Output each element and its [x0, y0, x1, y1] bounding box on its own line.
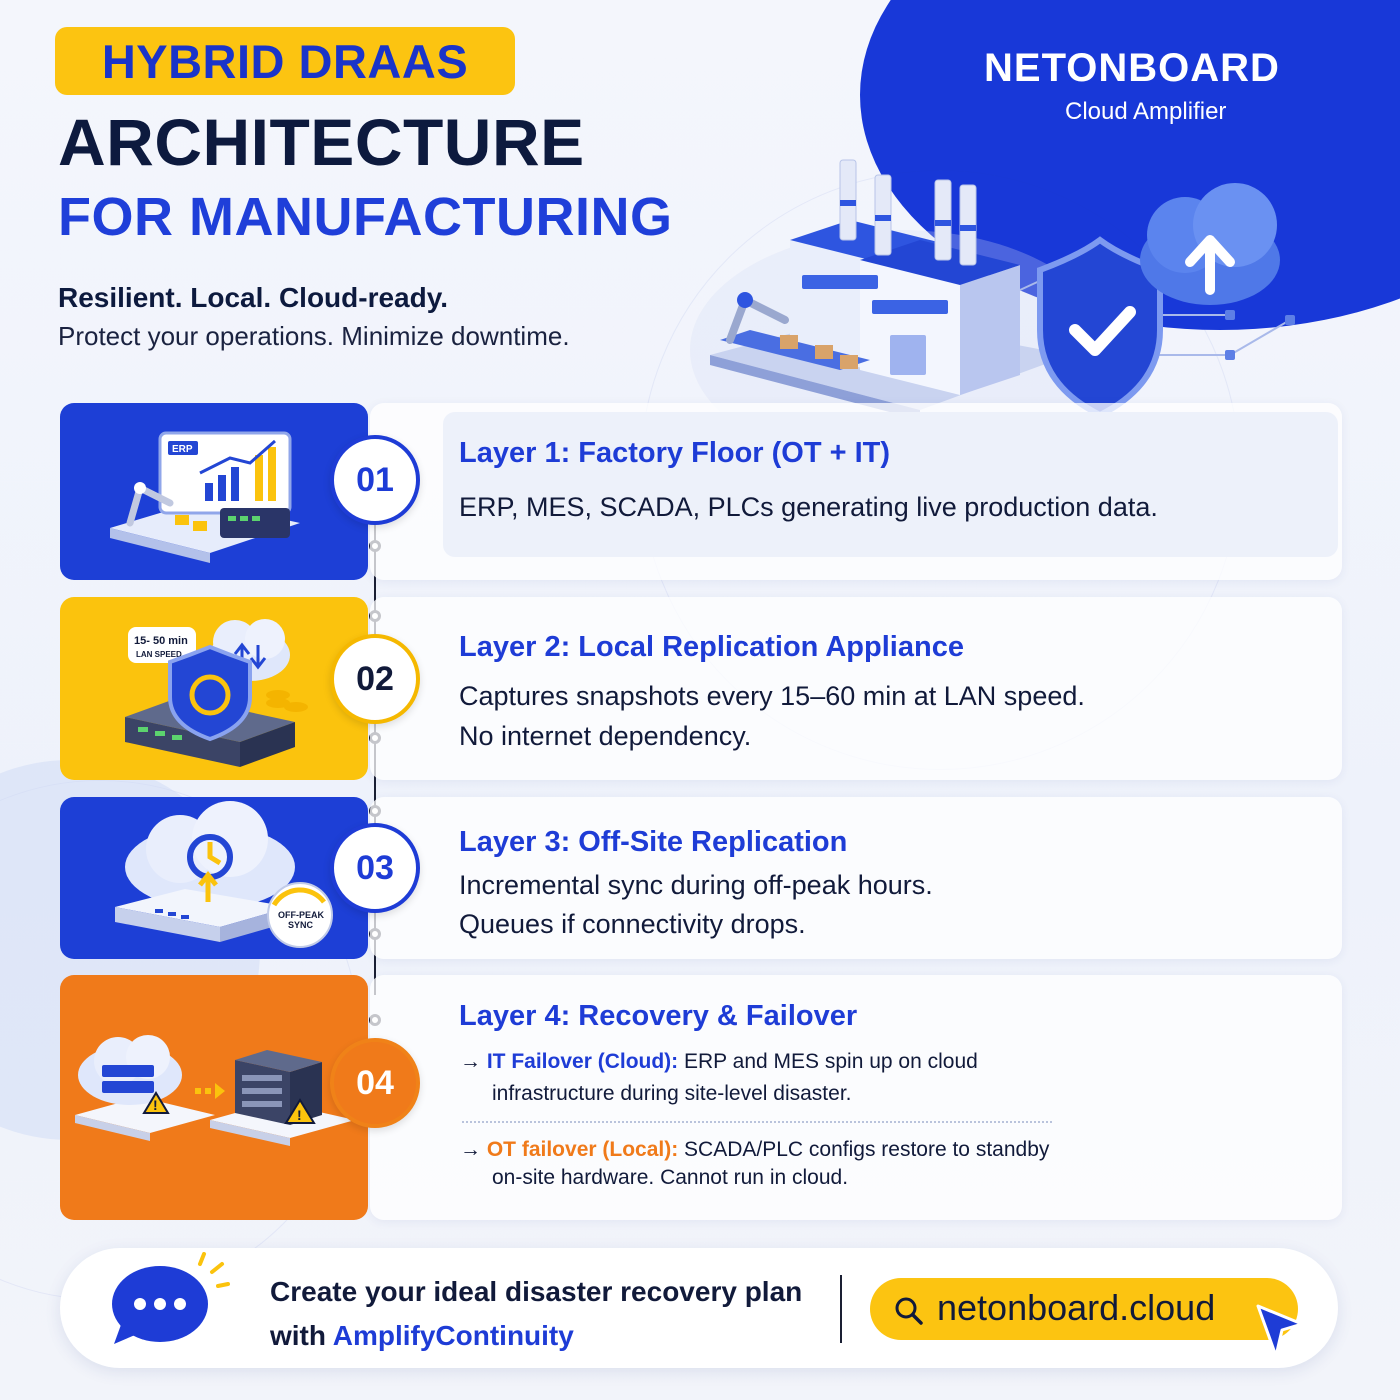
replication-appliance-icon [60, 597, 368, 780]
cta-separator [840, 1275, 842, 1343]
bullet-text-it: ERP and MES spin up on cloud [678, 1050, 978, 1073]
bullet-divider [462, 1121, 1052, 1123]
layer-number-2: 02 [330, 634, 420, 724]
layer-tile-4 [60, 975, 368, 1220]
subtitle: Protect your operations. Minimize downtime. [58, 321, 570, 351]
bullet-it-failover-line2: infrastructure during site-level disaster. [492, 1082, 852, 1105]
bullet-label-it: IT Failover (Cloud): [486, 1050, 679, 1073]
layer-number-3: 03 [330, 823, 420, 913]
layer-title-4: Layer 4: Recovery & Failover [459, 1000, 858, 1032]
bullet-ot-failover-line2: on-site hardware. Cannot run in cloud. [492, 1166, 849, 1189]
brand-tagline: Cloud Amplifier [1065, 98, 1227, 125]
svg-text:!: ! [297, 1107, 302, 1123]
layer-title-2: Layer 2: Local Replication Appliance [459, 631, 964, 663]
layer-desc-3-line1: Incremental sync during off-peak hours. [459, 870, 933, 900]
layer-tile-2 [60, 597, 368, 780]
badge-line2: LAN SPEED [136, 650, 182, 659]
badge-line1: OFF-PEAK [278, 910, 324, 920]
cta-line2-prefix: with [270, 1320, 333, 1351]
erp-dashboard-icon [60, 403, 368, 580]
page-title-line2: FOR MANUFACTURING [58, 187, 673, 247]
cta-line1: Create your ideal disaster recovery plan [270, 1276, 803, 1307]
layer-title-1: Layer 1: Factory Floor (OT + IT) [459, 437, 891, 469]
header-tag: HYBRID DRAAS [55, 27, 515, 95]
layer-card-1-inner [443, 412, 1338, 557]
factory-illustration [690, 140, 1320, 420]
layer-number-4: 04 [330, 1038, 420, 1128]
badge-line2: SYNC [288, 920, 314, 930]
failover-icon [60, 975, 368, 1220]
cta-line2 [270, 1314, 802, 1358]
layer-tile-3 [60, 797, 368, 959]
layer-desc-3-line2: Queues if connectivity drops. [459, 909, 806, 939]
svg-text:ERP: ERP [172, 444, 193, 455]
cloud-upload-icon [1140, 183, 1280, 305]
layer-number-1: 01 [330, 435, 420, 525]
badge-line1: 15- 50 min [134, 635, 188, 647]
arrow-icon: → [460, 1050, 481, 1073]
subtitle-bold: Resilient. Local. Cloud-ready. [58, 282, 449, 313]
layer-tile-1 [60, 403, 368, 580]
bullet-text-ot: SCADA/PLC configs restore to standby [678, 1138, 1050, 1161]
layer-desc-2-line1: Captures snapshots every 15–60 min at LAN speed. [459, 681, 1085, 711]
cursor-icon [1252, 1300, 1308, 1364]
layer-desc-1: ERP, MES, SCADA, PLCs generating live production data. [459, 492, 1158, 522]
svg-text:!: ! [153, 1097, 158, 1113]
search-icon [893, 1295, 925, 1327]
website-link[interactable]: netonboard.cloud [937, 1287, 1216, 1328]
layer-title-3: Layer 3: Off-Site Replication [459, 826, 848, 858]
layer-desc-2-line2: No internet dependency. [459, 721, 752, 751]
arrow-icon: → [460, 1138, 481, 1161]
cta-highlight: AmplifyContinuity [332, 1320, 574, 1351]
bullet-it-failover-line1 [460, 1046, 978, 1078]
cta-text [270, 1270, 802, 1358]
chat-bubble-icon [100, 1252, 240, 1362]
page-title-line1: ARCHITECTURE [58, 105, 585, 179]
bullet-label-ot: OT failover (Local): [486, 1138, 679, 1161]
brand-logo: NETONBOARD [984, 46, 1280, 90]
offsite-sync-icon [60, 797, 368, 959]
